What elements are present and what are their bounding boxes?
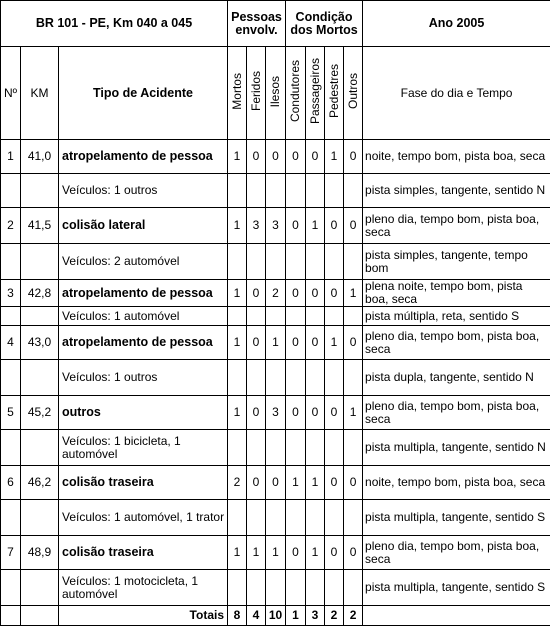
empty-cell	[1, 244, 21, 280]
row-condutores: 0	[286, 396, 306, 430]
empty-cell	[344, 244, 363, 280]
row-km: 41,5	[21, 208, 59, 244]
row-fase: noite, tempo bom, pista boa, seca	[363, 466, 550, 500]
empty-cell	[325, 174, 344, 208]
row-ilesos: 0	[266, 466, 286, 500]
empty-cell	[344, 570, 363, 606]
empty-cell	[21, 307, 59, 326]
row-passageiros: 0	[306, 396, 325, 430]
empty-cell	[1, 570, 21, 606]
empty-cell	[228, 307, 247, 326]
row-condutores: 0	[286, 140, 306, 174]
empty-cell	[286, 174, 306, 208]
col-pedestres: Pedestres	[325, 47, 344, 140]
empty-cell	[266, 307, 286, 326]
empty-cell	[325, 360, 344, 396]
empty-cell	[266, 500, 286, 536]
row-fase: pleno dia, tempo bom, pista boa, seca	[363, 326, 550, 360]
empty-cell	[247, 570, 266, 606]
empty-cell	[1, 174, 21, 208]
row-tipo: colisão traseira	[59, 536, 228, 570]
row-veiculos: Veículos: 1 bicicleta, 1 automóvel	[59, 430, 228, 466]
col-feridos: Feridos	[247, 47, 266, 140]
row-km: 43,0	[21, 326, 59, 360]
row-tipo: atropelamento de pessoa	[59, 140, 228, 174]
empty-cell	[344, 174, 363, 208]
row-passageiros: 1	[306, 208, 325, 244]
row-mortos: 1	[228, 208, 247, 244]
empty-cell	[306, 174, 325, 208]
empty-cell	[266, 360, 286, 396]
row-tipo: atropelamento de pessoa	[59, 280, 228, 307]
empty-cell	[266, 430, 286, 466]
row-km: 42,8	[21, 280, 59, 307]
empty-cell	[247, 244, 266, 280]
empty-cell	[286, 360, 306, 396]
totals-label: Totais	[59, 606, 228, 626]
row-ilesos: 2	[266, 280, 286, 307]
row-fase: pleno dia, tempo bom, pista boa, seca	[363, 208, 550, 244]
row-pedestres: 1	[325, 326, 344, 360]
empty-cell	[1, 360, 21, 396]
empty-cell	[306, 307, 325, 326]
table-row-detail	[1, 174, 550, 208]
row-fase: plena noite, tempo bom, pista boa, seca	[363, 280, 550, 307]
row-pedestres: 0	[325, 208, 344, 244]
row-tipo: outros	[59, 396, 228, 430]
empty-cell	[247, 360, 266, 396]
row-km: 45,2	[21, 396, 59, 430]
empty-cell	[228, 570, 247, 606]
empty-cell	[344, 307, 363, 326]
empty-cell	[325, 244, 344, 280]
table-row-detail	[1, 500, 550, 536]
row-km: 46,2	[21, 466, 59, 500]
row-km: 48,9	[21, 536, 59, 570]
row-condutores: 1	[286, 466, 306, 500]
empty-cell	[363, 606, 550, 626]
row-fase: pleno dia, tempo bom, pista boa, seca	[363, 396, 550, 430]
table-row	[1, 396, 550, 430]
row-veiculos: Veículos: 1 motocicleta, 1 automóvel	[59, 570, 228, 606]
col-km: KM	[21, 47, 59, 140]
empty-cell	[266, 244, 286, 280]
table-row	[1, 466, 550, 500]
ano-header: Ano 2005	[363, 1, 550, 47]
row-number: 7	[1, 536, 21, 570]
empty-cell	[1, 430, 21, 466]
row-mortos: 1	[228, 396, 247, 430]
row-feridos: 3	[247, 208, 266, 244]
empty-cell	[21, 430, 59, 466]
row-passageiros: 0	[306, 140, 325, 174]
total-mortos: 8	[228, 606, 247, 626]
row-ilesos: 1	[266, 326, 286, 360]
empty-cell	[286, 430, 306, 466]
row-km: 41,0	[21, 140, 59, 174]
total-condutores: 1	[286, 606, 306, 626]
row-tipo: atropelamento de pessoa	[59, 326, 228, 360]
row-veiculos: Veículos: 1 outros	[59, 360, 228, 396]
row-tipo: colisão traseira	[59, 466, 228, 500]
row-condutores: 0	[286, 280, 306, 307]
table-row-detail	[1, 360, 550, 396]
row-outros: 1	[344, 280, 363, 307]
road-title: BR 101 - PE, Km 040 a 045	[1, 1, 228, 47]
row-outros: 0	[344, 466, 363, 500]
row-passageiros: 1	[306, 536, 325, 570]
col-outros: Outros	[344, 47, 363, 140]
row-pedestres: 1	[325, 140, 344, 174]
empty-cell	[286, 307, 306, 326]
empty-cell	[228, 244, 247, 280]
empty-cell	[286, 570, 306, 606]
total-passageiros: 3	[306, 606, 325, 626]
row-number: 3	[1, 280, 21, 307]
row-number: 5	[1, 396, 21, 430]
row-ilesos: 1	[266, 536, 286, 570]
condicao-header: Condição dos Mortos	[286, 1, 363, 47]
empty-cell	[1, 307, 21, 326]
empty-cell	[21, 606, 59, 626]
col-passageiros: Passageiros	[306, 47, 325, 140]
col-n: Nº	[1, 47, 21, 140]
col-ilesos: Ilesos	[266, 47, 286, 140]
total-outros: 2	[344, 606, 363, 626]
row-pedestres: 0	[325, 466, 344, 500]
empty-cell	[325, 307, 344, 326]
empty-cell	[344, 500, 363, 536]
row-fase: noite, tempo bom, pista boa, seca	[363, 140, 550, 174]
pessoas-header: Pessoas envolv.	[228, 1, 286, 47]
row-passageiros: 0	[306, 326, 325, 360]
table-row-detail	[1, 570, 550, 606]
row-veiculos: Veículos: 1 outros	[59, 174, 228, 208]
table-row	[1, 326, 550, 360]
row-fase: pleno dia, tempo bom, pista boa, seca	[363, 536, 550, 570]
table-row-detail	[1, 244, 550, 280]
row-pista: pista simples, tangente, sentido N	[363, 174, 550, 208]
row-passageiros: 0	[306, 280, 325, 307]
empty-cell	[344, 430, 363, 466]
row-tipo: colisão lateral	[59, 208, 228, 244]
row-feridos: 1	[247, 536, 266, 570]
row-veiculos: Veículos: 1 automóvel, 1 trator	[59, 500, 228, 536]
empty-cell	[325, 430, 344, 466]
empty-cell	[228, 430, 247, 466]
empty-cell	[266, 570, 286, 606]
row-number: 1	[1, 140, 21, 174]
row-ilesos: 0	[266, 140, 286, 174]
totals-row	[1, 606, 550, 626]
empty-cell	[306, 244, 325, 280]
empty-cell	[286, 244, 306, 280]
empty-cell	[228, 360, 247, 396]
row-feridos: 0	[247, 326, 266, 360]
table-row	[1, 536, 550, 570]
row-feridos: 0	[247, 466, 266, 500]
row-outros: 1	[344, 396, 363, 430]
row-outros: 0	[344, 326, 363, 360]
row-passageiros: 1	[306, 466, 325, 500]
empty-cell	[21, 244, 59, 280]
empty-cell	[306, 570, 325, 606]
empty-cell	[247, 500, 266, 536]
empty-cell	[21, 570, 59, 606]
row-mortos: 1	[228, 280, 247, 307]
empty-cell	[1, 606, 21, 626]
row-feridos: 0	[247, 140, 266, 174]
total-pedestres: 2	[325, 606, 344, 626]
row-ilesos: 3	[266, 396, 286, 430]
row-number: 4	[1, 326, 21, 360]
empty-cell	[21, 500, 59, 536]
row-outros: 0	[344, 536, 363, 570]
row-pista: pista multipla, tangente, sentido S	[363, 570, 550, 606]
empty-cell	[21, 360, 59, 396]
col-tipo: Tipo de Acidente	[59, 47, 228, 140]
empty-cell	[266, 174, 286, 208]
row-condutores: 0	[286, 536, 306, 570]
row-outros: 0	[344, 208, 363, 244]
empty-cell	[247, 174, 266, 208]
empty-cell	[306, 430, 325, 466]
row-pista: pista multipla, tangente, sentido S	[363, 500, 550, 536]
row-number: 6	[1, 466, 21, 500]
empty-cell	[325, 570, 344, 606]
row-ilesos: 3	[266, 208, 286, 244]
row-pista: pista multipla, tangente, sentido N	[363, 430, 550, 466]
row-mortos: 2	[228, 466, 247, 500]
col-condutores: Condutores	[286, 47, 306, 140]
row-pedestres: 0	[325, 396, 344, 430]
row-pedestres: 0	[325, 536, 344, 570]
row-pista: pista múltipla, reta, sentido S	[363, 307, 550, 326]
table-row	[1, 208, 550, 244]
row-pista: pista simples, tangente, tempo bom	[363, 244, 550, 280]
row-feridos: 0	[247, 280, 266, 307]
row-feridos: 0	[247, 396, 266, 430]
empty-cell	[247, 430, 266, 466]
row-condutores: 0	[286, 208, 306, 244]
empty-cell	[228, 174, 247, 208]
row-mortos: 1	[228, 140, 247, 174]
empty-cell	[286, 500, 306, 536]
table-row-detail	[1, 430, 550, 466]
row-veiculos: Veículos: 2 automóvel	[59, 244, 228, 280]
table-row-detail	[1, 307, 550, 326]
empty-cell	[247, 307, 266, 326]
row-pista: pista dupla, tangente, sentido N	[363, 360, 550, 396]
row-condutores: 0	[286, 326, 306, 360]
empty-cell	[306, 360, 325, 396]
table-row	[1, 280, 550, 307]
col-fase: Fase do dia e Tempo	[363, 47, 550, 140]
empty-cell	[306, 500, 325, 536]
total-feridos: 4	[247, 606, 266, 626]
row-outros: 0	[344, 140, 363, 174]
empty-cell	[325, 500, 344, 536]
row-mortos: 1	[228, 326, 247, 360]
row-veiculos: Veículos: 1 automóvel	[59, 307, 228, 326]
col-mortos: Mortos	[228, 47, 247, 140]
row-mortos: 1	[228, 536, 247, 570]
row-pedestres: 0	[325, 280, 344, 307]
empty-cell	[21, 174, 59, 208]
empty-cell	[344, 360, 363, 396]
empty-cell	[228, 500, 247, 536]
row-number: 2	[1, 208, 21, 244]
table-row	[1, 140, 550, 174]
total-ilesos: 10	[266, 606, 286, 626]
empty-cell	[1, 500, 21, 536]
